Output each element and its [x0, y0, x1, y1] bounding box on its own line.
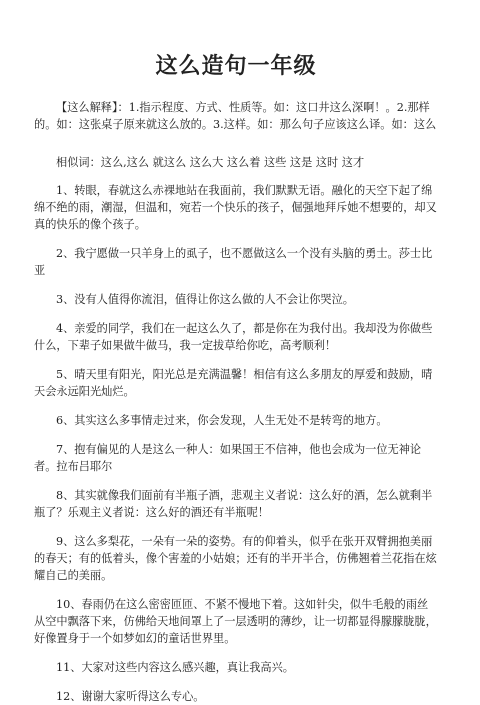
example-sentence-1: 1、转眼，春就这么赤裸地站在我面前，我们默默无语。融化的天空下起了绵绵不绝的雨，潮湿，但温和，宛若一个快乐的孩子，倔强地拜斥她不想要的，却又真的快乐的像个孩子。 [34, 184, 437, 232]
synonyms-paragraph: 相似词：这么,这么 就这么 这么大 这么着 这些 这是 这时 这才 [56, 156, 365, 169]
example-sentence-3: 3、没有人值得你流泪，值得让你这么做的人不会让你哭泣。 [56, 293, 354, 307]
page-title: 这么造句一年级 [155, 53, 317, 79]
example-sentence-5: 5、晴天里有阳光，阳光总是充满温馨！相信有这么多朋友的厚爱和鼓励，晴天会永远阳光灿烂。 [34, 368, 433, 399]
example-sentence-12: 12、谢谢大家听得这么专心。 [56, 690, 205, 704]
example-sentence-11: 11、大家对这些内容这么感兴趣，真让我高兴。 [56, 661, 294, 675]
example-sentence-4: 4、亲爱的同学，我们在一起这么久了，都是你在为我付出。我却没为你做些什么，下辈子如果做牛做马，我一定拔草给你吃，高考顺利！ [34, 322, 433, 353]
example-sentence-6: 6、其实这么多事情走过来，你会发现，人生无处不是转弯的地方。 [56, 414, 388, 428]
explanation-paragraph: 【这么解释】：1.指示程度、方式、性质等。如：这口井这么深啊！。2.那样的。如：这张桌子原来就这么放的。3.这样。如：那么句子应该这么译。如：这么 [34, 101, 437, 131]
example-sentence-10: 10、春雨仍在这么密密匝匝、不紧不慢地下着。这如针尖，似牛毛般的雨丝从空中飘落下来，仿佛给天地间罩上了一层透明的薄纱，让一切都显得朦朦胧胧，好像置身于一个如梦如幻的童话世界里。 [34, 598, 437, 646]
example-sentence-2: 2、我宁愿做一只羊身上的虱子，也不愿做这么一个没有头脑的勇士。莎士比亚 [34, 247, 433, 278]
example-sentence-7: 7、抱有偏见的人是这么一种人：如果国王不信神，他也会成为一位无神论者。拉布吕耶尔 [34, 443, 422, 474]
example-sentence-8: 8、其实就像我们面前有半瓶子酒，悲观主义者说：这么好的酒，怎么就剩半瓶了？乐观主义者说：这么好的酒还有半瓶呢！ [34, 489, 433, 520]
example-sentence-list [34, 182, 438, 705]
example-sentence-9: 9、这么多梨花，一朵有一朵的姿势。有的仰着头，似乎在张开双臂拥抱美丽的春天；有的低着头，像个害羞的小姑娘；还有的半开半合，仿佛翘着兰花指在炫耀自己的美丽。 [34, 535, 437, 583]
